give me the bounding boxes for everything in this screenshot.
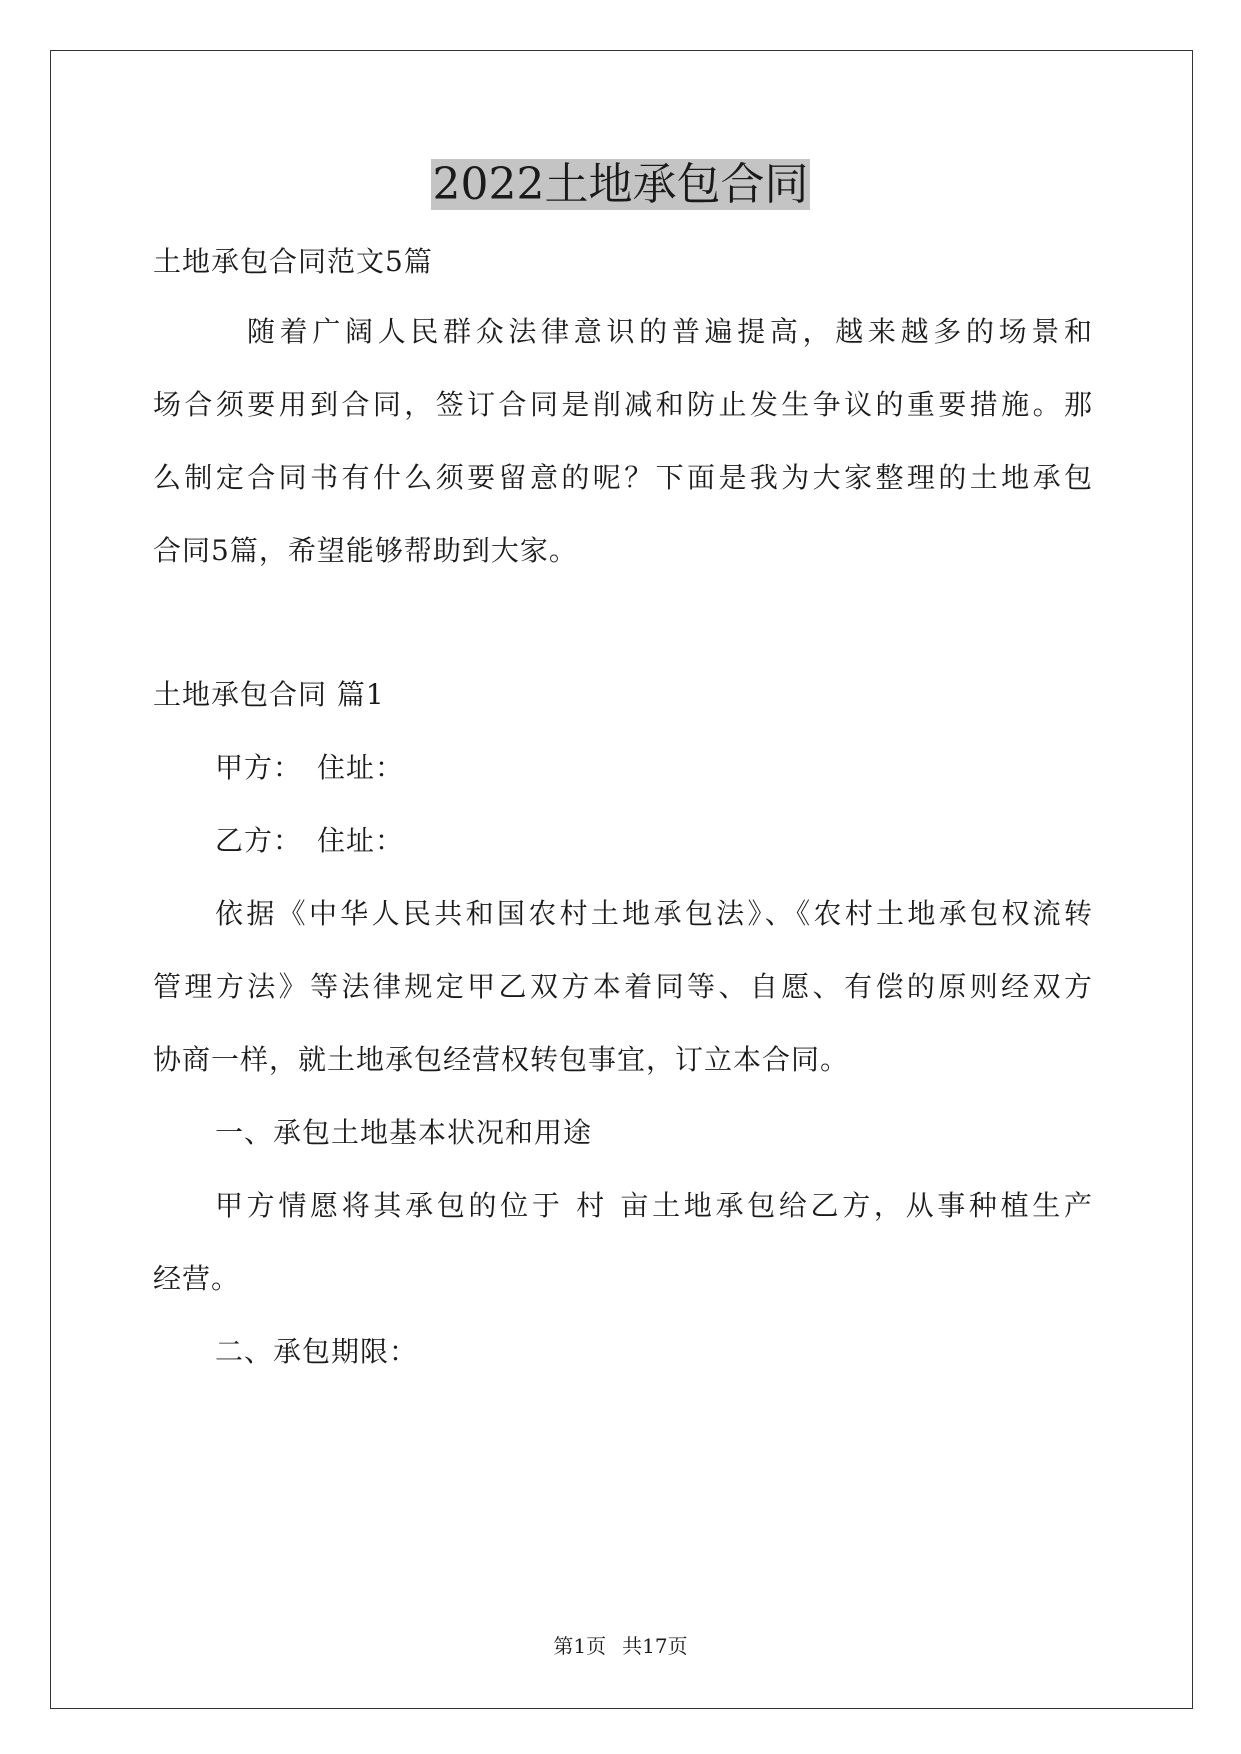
page-border (50, 50, 1193, 1709)
intro-line-2: 场合须要用到合同，签订合同是削减和防止发生争议的重要措施。那 (153, 388, 1093, 421)
page-total: 共17页 (622, 1634, 688, 1658)
clause-1-body-line-1: 甲方情愿将其承包的位于 村 亩土地承包给乙方，从事种植生产 (215, 1189, 1093, 1222)
intro-line-1: 随着广阔人民群众法律意识的普遍提高，越来越多的场景和 (247, 315, 1093, 348)
section-heading: 土地承包合同 篇1 (153, 678, 385, 711)
document-title-text: 2022土地承包合同 (432, 159, 809, 210)
intro-line-3: 么制定合同书有什么须要留意的呢？下面是我为大家整理的土地承包 (153, 461, 1093, 494)
basis-line-3: 协商一样，就土地承包经营权转包事宜，订立本合同。 (153, 1043, 850, 1076)
document-title (0, 155, 1241, 215)
page-number: 第1页 (553, 1634, 607, 1658)
party-b-line: 乙方： 住址： (215, 824, 405, 857)
clause-1-body-line-2: 经营。 (153, 1262, 241, 1295)
party-a-line: 甲方： 住址： (215, 751, 405, 784)
basis-line-1: 依据《中华人民共和国农村土地承包法》、《农村土地承包权流转 (215, 897, 1093, 930)
clause-1-heading: 一、承包土地基本状况和用途 (215, 1116, 593, 1149)
basis-line-2: 管理方法》等法律规定甲乙双方本着同等、自愿、有偿的原则经双方 (153, 970, 1093, 1003)
document-subtitle: 土地承包合同范文5篇 (153, 245, 433, 278)
clause-2-heading: 二、承包期限： (215, 1335, 419, 1368)
page-footer (0, 1632, 1241, 1660)
intro-line-4: 合同5篇，希望能够帮助到大家。 (153, 534, 578, 567)
